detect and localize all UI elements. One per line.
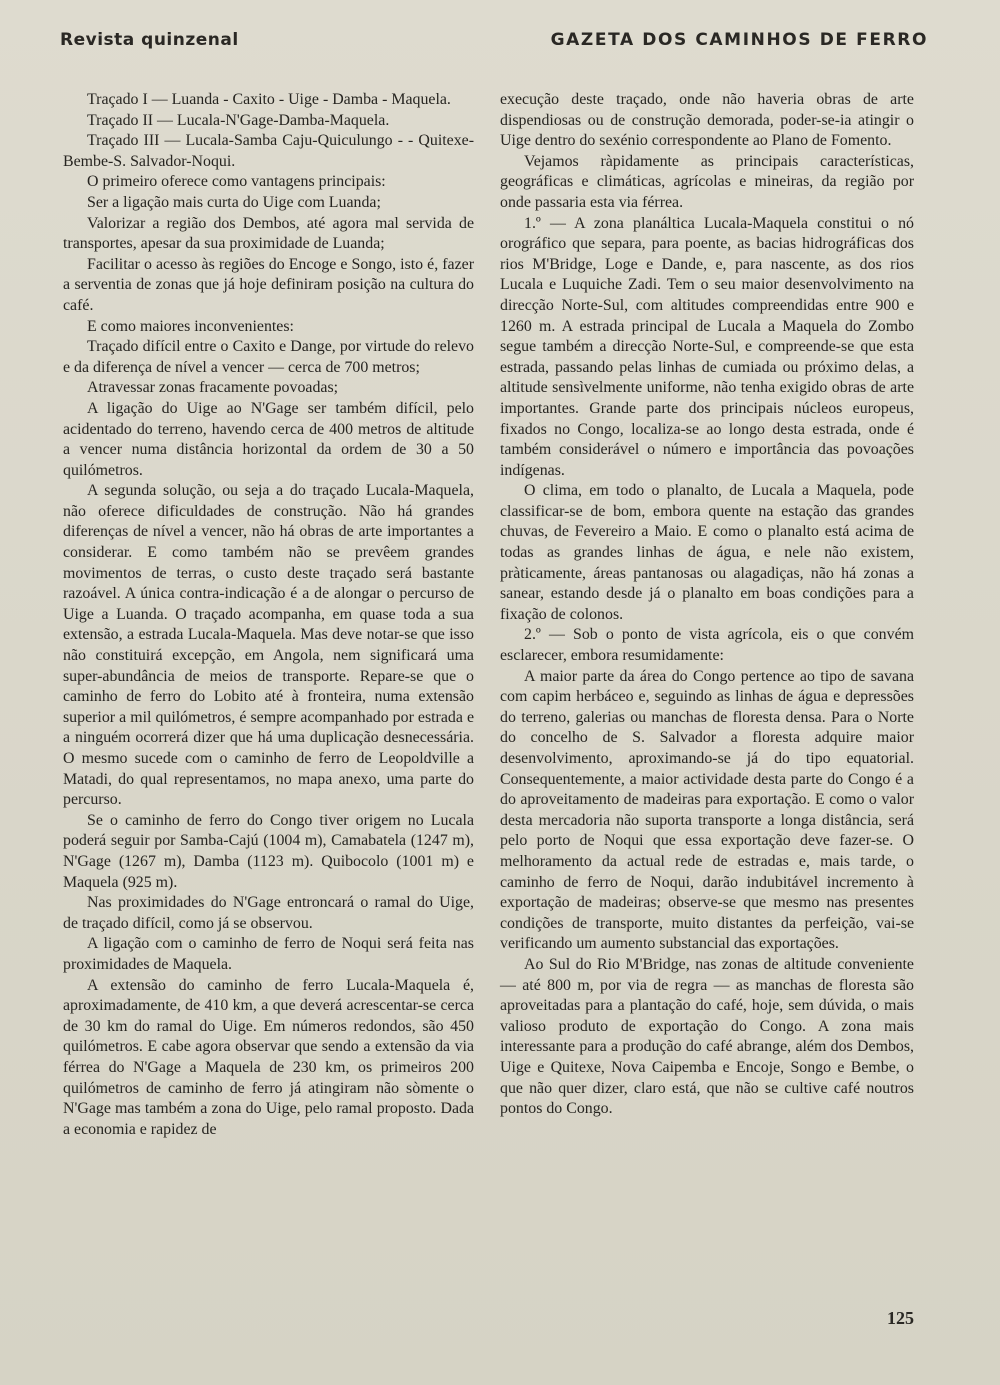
paragraph: A ligação com o caminho de ferro de Noqui será feita nas proximidades de Maquela. bbox=[63, 935, 474, 973]
paragraph: Traçado II — Lucala-N'Gage-Damba-Maquela. bbox=[87, 111, 390, 129]
paragraph: Traçado III — Lucala-Samba Caju-Quiculungo - - Quitexe-Bembe-S. Salvador-Noqui. bbox=[63, 132, 474, 170]
paragraph: Traçado I — Luanda - Caxito - Uige - Damba - Maquela. bbox=[87, 91, 451, 108]
paragraph: 2.º — Sob o ponto de vista agrícola, eis o que convém esclarecer, embora resumidamente: bbox=[500, 626, 914, 665]
paragraph: O primeiro oferece como vantagens principais: bbox=[87, 173, 386, 191]
right-text-column bbox=[500, 90, 914, 1120]
paragraph: 1.º — A zona planáltica Lucala-Maquela constitui o nó orográfico que separa, para poente, as bacias hidrográficas dos rios M'Bridge, Loge e Dande, e, para nascente, as dos rios Lucala e Luquiche Zadi. Tem o seu maior desenvolvimento na direcção Norte-Sul, com altitudes compreendidas entre 900 e 1260 m. A estrada principal de Lucala a Maquela do Zombo segue também a direcção Norte-Sul, e compreende-se que esta estrada, passando pelas linhas de cumiada ou próximo delas, a altitude sensìvelmente uniforme, não tenha exigido obras de arte importantes. Grande parte dos principais núcleos europeus, fixados no Congo, localiza-se ao longo desta estrada, onde é também considerável o número e importância das povoações indígenas. bbox=[500, 214, 914, 479]
paragraph: Ao Sul do Rio M'Bridge, nas zonas de altitude conveniente — até 800 m, por via de regra — as manchas de floresta são aproveitadas para a plantação do café, hoje, sem dúvida, o mais valioso produto de exportação do Congo. A zona mais interessante para a produção do café abrange, além dos Dembos, Uige e Quitexe, Nova Caipemba e Encoje, Songo e Bembe, o que não quer dizer, claro está, que não se cultive café noutros pontos do Congo. bbox=[500, 955, 914, 1118]
paragraph: A extensão do caminho de ferro Lucala-Maquela é, aproximadamente, de 410 km, a que deverá acrescentar-se cerca de 30 km do ramal do Uige. Em números redondos, são 450 quilómetros. E cabe agora observar que sendo a extensão da via férrea do N'Gage a Maquela de 230 km, os primeiros 200 quilómetros de caminho de ferro já atingiram não sòmente o N'Gage mas também a zona do Uige, pelo ramal proposto. Dada a economia e rapidez de bbox=[63, 976, 474, 1138]
paragraph: O clima, em todo o planalto, de Lucala a Maquela, pode classificar-se de bom, embora quente na estação das grandes chuvas, de Fevereiro a Maio. E como o planalto está acima de todas as grandes linhas de água, e nele não existem, pràticamente, áreas pantanosas ou alagadiças, não há zonas a sanear, estando desde já o planalto em boas condições para a fixação de colonos. bbox=[500, 482, 914, 623]
paragraph: A maior parte da área do Congo pertence ao tipo de savana com capim herbáceo e, seguindo as linhas de água e depressões do terreno, galerias ou manchas de floresta densa. Para o Norte do concelho de S. Salvador a floresta adquire maior desenvolvimento, aproximando-se já do tipo equatorial. Consequentemente, a maior actividade desta parte do Congo é a do aproveitamento de madeiras para exportação. E como o valor desta mercadoria não suporta transporte a longa distância, será pelo porto de Noqui que essa exportação deve fazer-se. O melhoramento da actual rede de estradas e, mais tarde, o caminho de ferro de Noqui, darão indubitável incremento à exportação de madeiras; observe-se que mesmo nas presentes condições de transporte, muito distantes da perfeição, vai-se verificando um aumento substancial das exportações. bbox=[500, 667, 914, 953]
paragraph: A ligação do Uige ao N'Gage ser também difícil, pelo acidentado do terreno, havendo cerca de 400 metros de altitude a vencer numa distância horizontal da ordem de 30 a 50 quilómetros. bbox=[63, 399, 474, 479]
paragraph: Vejamos ràpidamente as principais características, geográficas e climáticas, agrícolas e mineiras, da região por onde passaria esta via férrea. bbox=[500, 152, 914, 211]
paragraph-continued: execução deste traçado, onde não haveria obras de arte dispendiosas ou de construção demorada, poder-se-ia atingir o Uige dentro do sexénio correspondente ao Plano de Fomento. bbox=[500, 91, 914, 150]
page-number: 125 bbox=[887, 1308, 914, 1328]
paragraph: Facilitar o acesso às regiões do Encoge e Songo, isto é, fazer a serventia de zonas que já hoje definiram posição na cultura do café. bbox=[63, 255, 474, 314]
paragraph: Se o caminho de ferro do Congo tiver origem no Lucala poderá seguir por Samba-Cajú (1004 m), Camabatela (1247 m), N'Gage (1267 m), Damba (1123 m). Quibocolo (1001 m) e Maquela (925 m). bbox=[63, 811, 474, 891]
running-header-right: GAZETA DOS CAMINHOS DE FERRO bbox=[550, 30, 928, 50]
paragraph: E como maiores inconvenientes: bbox=[87, 317, 294, 335]
running-header-left: Revista quinzenal bbox=[60, 30, 239, 50]
paragraph: Nas proximidades do N'Gage entroncará o ramal do Uige, de traçado difícil, como já se observou. bbox=[63, 894, 474, 932]
paragraph: Atravessar zonas fracamente povoadas; bbox=[87, 379, 339, 397]
left-text-column bbox=[63, 90, 474, 1140]
paragraph: A segunda solução, ou seja a do traçado Lucala-Maquela, não oferece dificuldades de construção. Não há grandes diferenças de nível a vencer, não há obras de arte importantes a considerar. E como também não se prevêem grandes movimentos de terras, o custo deste traçado será bastante razoável. A única contra-indicação é a de alongar o percurso de Uige a Luanda. O traçado acompanha, em quase toda a sua extensão, a estrada Lucala-Maquela. Mas deve notar-se que isso não constituirá excepção, em Angola, nem significará uma super-abundância de meios de transporte. Repare-se que o caminho de ferro do Lobito até à fronteira, numa extensão superior a mil quilómetros, é sempre acompanhado por estrada e a ninguém ocorrerá dizer que há uma duplicação desnecessária. O mesmo sucede com o caminho de ferro de Leopoldville a Matadi, do qual representamos, no mapa anexo, uma parte do percurso. bbox=[63, 482, 474, 809]
paragraph: Valorizar a região dos Dembos, até agora mal servida de transportes, apesar da sua proximidade de Luanda; bbox=[63, 214, 474, 253]
paragraph: Ser a ligação mais curta do Uige com Luanda; bbox=[87, 193, 381, 211]
paragraph: Traçado difícil entre o Caxito e Dange, por virtude do relevo e da diferença de nível a vencer — cerca de 700 metros; bbox=[63, 338, 474, 376]
